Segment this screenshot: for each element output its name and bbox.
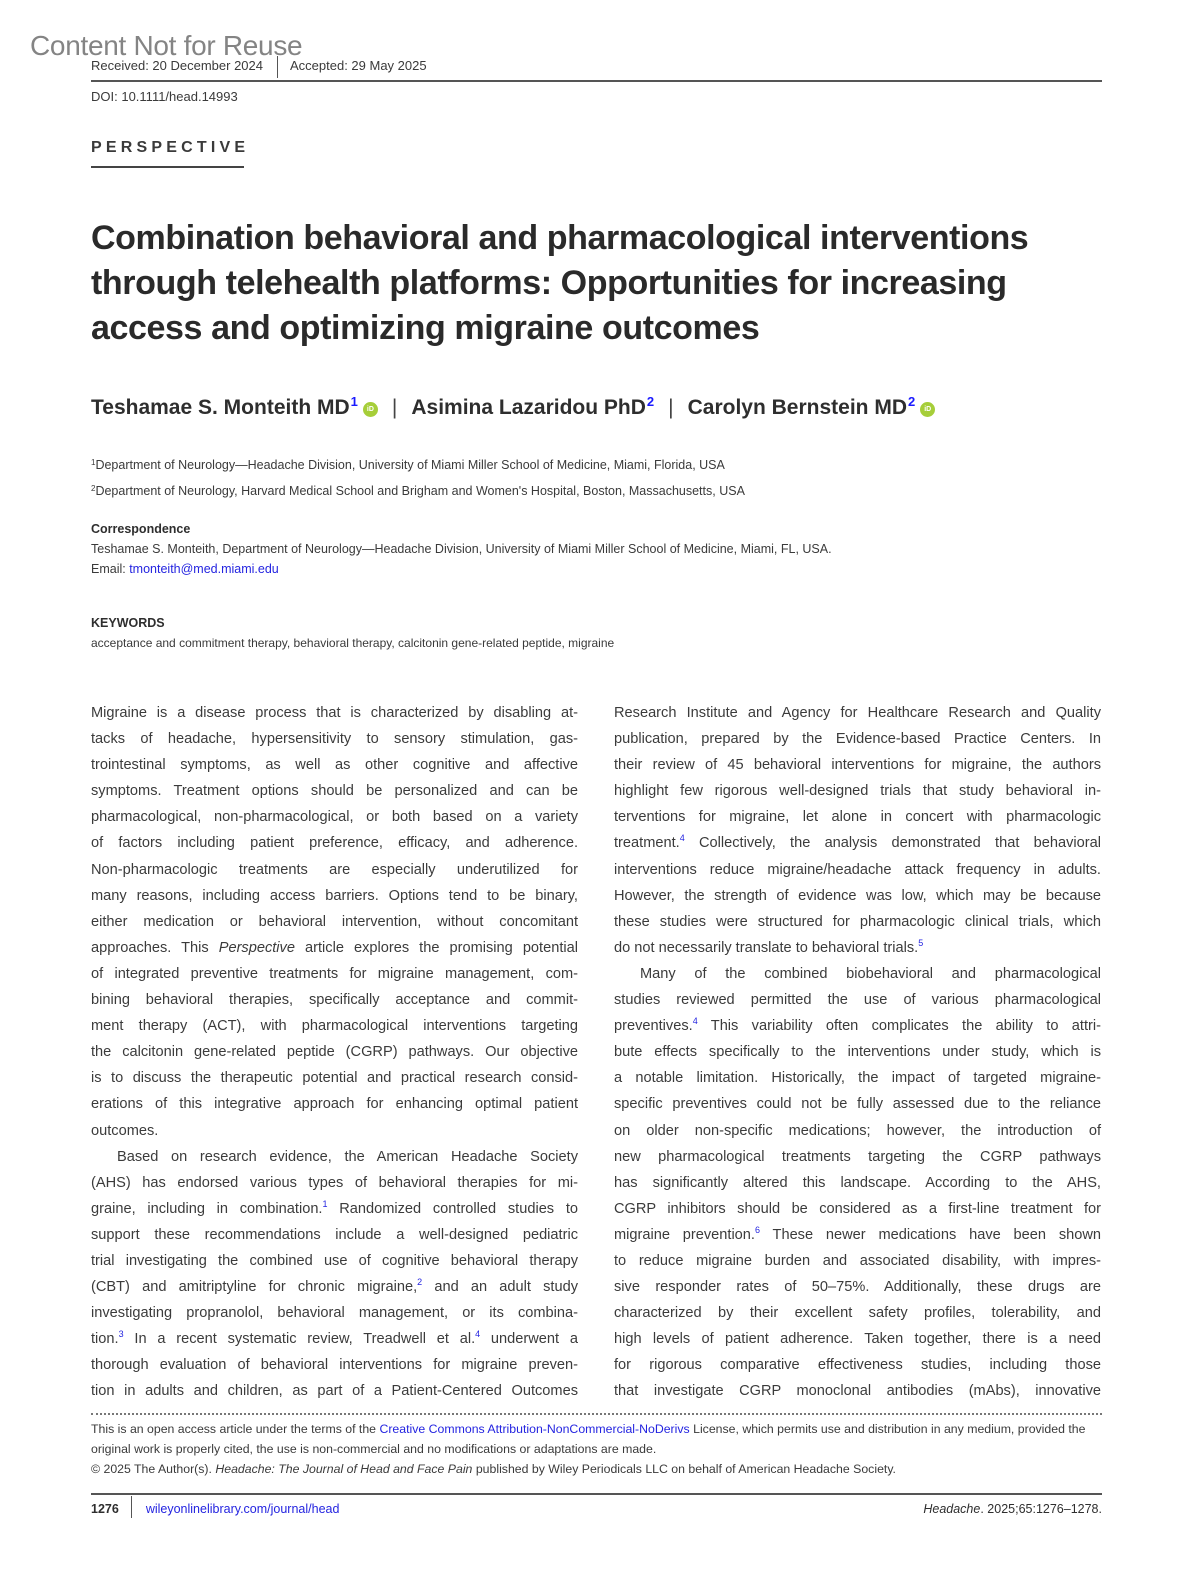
- body-text-line: symptoms. Treatment options should be personalized and can be: [91, 783, 578, 800]
- affiliation-number: 2: [91, 484, 96, 493]
- body-text-line: highlight few rigorous well-designed trials that study behavioral in-: [614, 783, 1101, 800]
- author-name: Teshamae S. Monteith MD: [91, 396, 350, 419]
- body-text-line: trial investigating the combined use of cognitive behavioral therapy: [91, 1252, 578, 1269]
- body-text-line: CGRP inhibitors should be considered as a first-line treatment for: [614, 1200, 1101, 1217]
- body-text-line: Many of the combined biobehavioral and pharmacological: [640, 965, 1101, 982]
- body-text-line: Research Institute and Agency for Healthcare Research and Quality: [614, 705, 1101, 721]
- affiliation-ref[interactable]: 2: [646, 394, 655, 409]
- license-link[interactable]: Creative Commons Attribution-NonCommercial-NoDerivs: [379, 1422, 690, 1436]
- body-text-line: specific preventives could not be fully assessed due to the reliance: [614, 1096, 1101, 1113]
- body-text-line: erations of this integrative approach for enhancing optimal patient: [91, 1096, 578, 1113]
- author[interactable]: [91, 396, 358, 420]
- body-text-line: However, the strength of evidence was low, which may be because: [614, 887, 1101, 904]
- author-name: Carolyn Bernstein MD: [687, 396, 907, 419]
- body-text-line: investigating propranolol, behavioral management, or its combina-: [91, 1305, 578, 1322]
- citation-journal: Headache: [923, 1502, 981, 1516]
- author-separator: |: [391, 396, 398, 419]
- header-rule: [91, 80, 1102, 82]
- footer-separator: [131, 1496, 132, 1518]
- body-text-line: either medication or behavioral intervention, without concomitant: [91, 913, 578, 930]
- body-text-line: high levels of patient adherence. Taken together, there is a need: [614, 1331, 1101, 1348]
- journal-name: Headache: The Journal of Head and Face Pain: [215, 1462, 473, 1476]
- body-text-line: the calcitonin gene-related peptide (CGRP) pathways. Our objective: [91, 1044, 578, 1061]
- body-text-line: thorough evaluation of behavioral interventions for migraine preven-: [91, 1357, 578, 1374]
- orcid-icon[interactable]: iD: [920, 402, 935, 417]
- body-text-line: publication, prepared by the Evidence-based Practice Centers. In: [614, 731, 1101, 748]
- body-text-line: of integrated preventive treatments for migraine management, com-: [91, 965, 578, 982]
- copyright-text: © 2025 The Author(s).: [91, 1462, 216, 1476]
- received-date: Received: 20 December 2024: [91, 58, 263, 73]
- citation-reference[interactable]: 1: [322, 1198, 328, 1209]
- body-text-line: (AHS) has endorsed various types of behavioral therapies for mi-: [91, 1174, 578, 1191]
- body-text-line: outcomes.: [91, 1122, 159, 1139]
- citation-reference[interactable]: 5: [918, 937, 924, 948]
- citation-reference[interactable]: 4: [692, 1016, 698, 1027]
- emphasis-text: Perspective: [218, 939, 295, 956]
- keywords: [91, 613, 614, 653]
- keywords-heading: KEYWORDS: [91, 616, 165, 630]
- citation-details: . 2025;65:1276–1278.: [980, 1502, 1102, 1516]
- author-name: Asimina Lazaridou PhD: [411, 396, 646, 419]
- article-title: Combination behavioral and pharmacological interventions through telehealth platforms: Opportunities for increasing access and optimizing migraine outcomes: [91, 219, 1029, 347]
- body-text-line: support these recommendations include a well-designed pediatric: [91, 1226, 578, 1243]
- body-text-line: these studies were structured for pharmacologic clinical trials, which: [614, 913, 1101, 930]
- body-text-line: on older non-specific medications; however, the introduction of: [614, 1122, 1101, 1139]
- affiliation: [91, 479, 745, 505]
- affiliation-text: Department of Neurology—Headache Division, University of Miami Miller School of Medicine, Miami, Florida, USA: [95, 458, 725, 472]
- body-column-left: [91, 700, 578, 1405]
- affiliations: [91, 453, 745, 505]
- body-text-line: approaches. This Perspective article explores the promising potential: [91, 939, 578, 956]
- email-label: Email:: [91, 562, 130, 576]
- affiliation-text: Department of Neurology, Harvard Medical School and Brigham and Women's Hospital, Boston, Massachusetts, USA: [95, 484, 745, 498]
- body-text-line: studies reviewed permitted the use of various pharmacological: [614, 992, 1101, 1009]
- body-text-line: tion.$^3$ In a recent systematic review, Treadwell et al.$^4$ underwent a: [91, 1329, 578, 1348]
- author-list: [91, 396, 935, 420]
- body-text-line: bute effects specifically to the interventions under study, which is: [614, 1044, 1101, 1061]
- body-text-line: is to discuss the therapeutic potential and practical research consid-: [91, 1070, 578, 1087]
- doi[interactable]: DOI: 10.1111/head.14993: [91, 89, 238, 104]
- citation-reference[interactable]: 4: [679, 833, 685, 844]
- body-text-line: Migraine is a disease process that is characterized by disabling at-: [91, 705, 578, 721]
- citation-reference[interactable]: 6: [754, 1224, 760, 1235]
- email-link[interactable]: tmonteith@med.miami.edu: [129, 562, 279, 576]
- body-text-line: pharmacological, non-pharmacological, or both based on a variety: [91, 809, 578, 826]
- footer-rule: [91, 1493, 1102, 1495]
- affiliation-number: 1: [91, 458, 96, 467]
- correspondence: [91, 519, 832, 579]
- affiliation-ref[interactable]: 1: [350, 394, 358, 409]
- body-text-line: preventives.$^4$ This variability often complicates the ability to attri-: [614, 1016, 1101, 1035]
- page-number: 1276: [91, 1502, 119, 1516]
- author[interactable]: [688, 396, 916, 420]
- body-text-line: to reduce migraine burden and associated disability, with impres-: [614, 1252, 1101, 1269]
- body-text-line: graine, including in combination.$^1$ Randomized controlled studies to: [91, 1198, 578, 1217]
- license-divider: [91, 1413, 1102, 1415]
- body-text-line: do not necessarily translate to behavioral trials.$^5$: [614, 937, 924, 956]
- body-text-line: Based on research evidence, the American Headache Society: [117, 1148, 578, 1165]
- body-text-line: trointestinal symptoms, as well as other cognitive and affective: [91, 757, 578, 774]
- journal-url-link[interactable]: wileyonlinelibrary.com/journal/head: [145, 1502, 340, 1516]
- article-type-underline: [91, 166, 244, 168]
- body-text-line: tacks of headache, hypersensitivity to sensory stimulation, gas-: [91, 731, 578, 748]
- affiliation-ref[interactable]: 2: [907, 394, 916, 409]
- body-text-line: characterized by their excellent safety profiles, tolerability, and: [614, 1305, 1101, 1322]
- license-text: License, which permits use and distribution in any medium, provided the original work is properly cited, the use is non-commercial and no modifications or adaptations are made.: [91, 1422, 1086, 1456]
- correspondence-address: Teshamae S. Monteith, Department of Neurology—Headache Division, University of Miami Miller School of Medicine, Miami, FL, USA.: [91, 542, 832, 556]
- author-separator: |: [668, 396, 674, 419]
- body-text-line: sive responder rates of 50–75%. Additionally, these drugs are: [614, 1279, 1101, 1296]
- copyright-text: published by Wiley Periodicals LLC on behalf of American Headache Society.: [472, 1462, 896, 1476]
- accepted-date: Accepted: 29 May 2025: [290, 58, 427, 73]
- body-text-line: many reasons, including access barriers. Options tend to be binary,: [91, 887, 578, 904]
- license-text: This is an open access article under the terms of the: [91, 1422, 380, 1436]
- body-text-line: (CBT) and amitriptyline for chronic migraine,$^2$ and an adult study: [91, 1277, 579, 1296]
- correspondence-heading: Correspondence: [91, 522, 191, 536]
- body-text-line: of factors including patient preference, efficacy, and adherence.: [91, 835, 578, 852]
- correspondence-email-line: [91, 559, 832, 579]
- keywords-list: acceptance and commitment therapy, behavioral therapy, calcitonin gene-related peptide, migraine: [91, 636, 615, 650]
- page-footer: [91, 1500, 1102, 1518]
- body-text-line: their review of 45 behavioral interventions for migraine, the authors: [614, 757, 1101, 774]
- body-text-line: has significantly altered this landscape. According to the AHS,: [614, 1174, 1101, 1191]
- citation-reference[interactable]: 3: [118, 1329, 124, 1340]
- body-text-line: bining behavioral therapies, specifically acceptance and commit-: [91, 992, 578, 1009]
- body-column-right: [614, 700, 1101, 1405]
- body-text-line: Non-pharmacologic treatments are especially underutilized for: [91, 861, 578, 878]
- orcid-icon[interactable]: iD: [363, 402, 378, 417]
- body-text-line: for rigorous comparative effectiveness studies, including those: [614, 1357, 1101, 1374]
- body-text-line: treatment.$^4$ Collectively, the analysis demonstrated that behavioral: [614, 833, 1101, 852]
- body-text-line: that investigate CGRP monoclonal antibodies (mAbs), innovative: [614, 1383, 1101, 1400]
- body-text-line: ment therapy (ACT), with pharmacological interventions targeting: [91, 1018, 578, 1035]
- body-text-line: interventions reduce migraine/headache attack frequency in adults.: [614, 861, 1101, 878]
- body-text-line: tion in adults and children, as part of a Patient-Centered Outcomes: [91, 1383, 578, 1400]
- body-text-line: migraine prevention.$^6$ These newer medications have been shown: [614, 1224, 1101, 1243]
- citation-reference[interactable]: 4: [475, 1329, 481, 1340]
- article-type: PERSPECTIVE: [91, 139, 250, 156]
- citation: [923, 1502, 1102, 1516]
- body-text-line: new pharmacological treatments targeting the CGRP pathways: [614, 1148, 1101, 1165]
- author[interactable]: [411, 396, 654, 420]
- body-text-line: a notable limitation. Historically, the impact of targeted migraine-: [614, 1070, 1101, 1087]
- affiliation: [91, 453, 745, 479]
- body-text-line: terventions for migraine, let alone in concert with pharmacologic: [614, 809, 1101, 826]
- license-notice: [91, 1419, 1101, 1479]
- citation-reference[interactable]: 2: [417, 1277, 423, 1288]
- watermark: Content Not for Reuse: [30, 30, 303, 61]
